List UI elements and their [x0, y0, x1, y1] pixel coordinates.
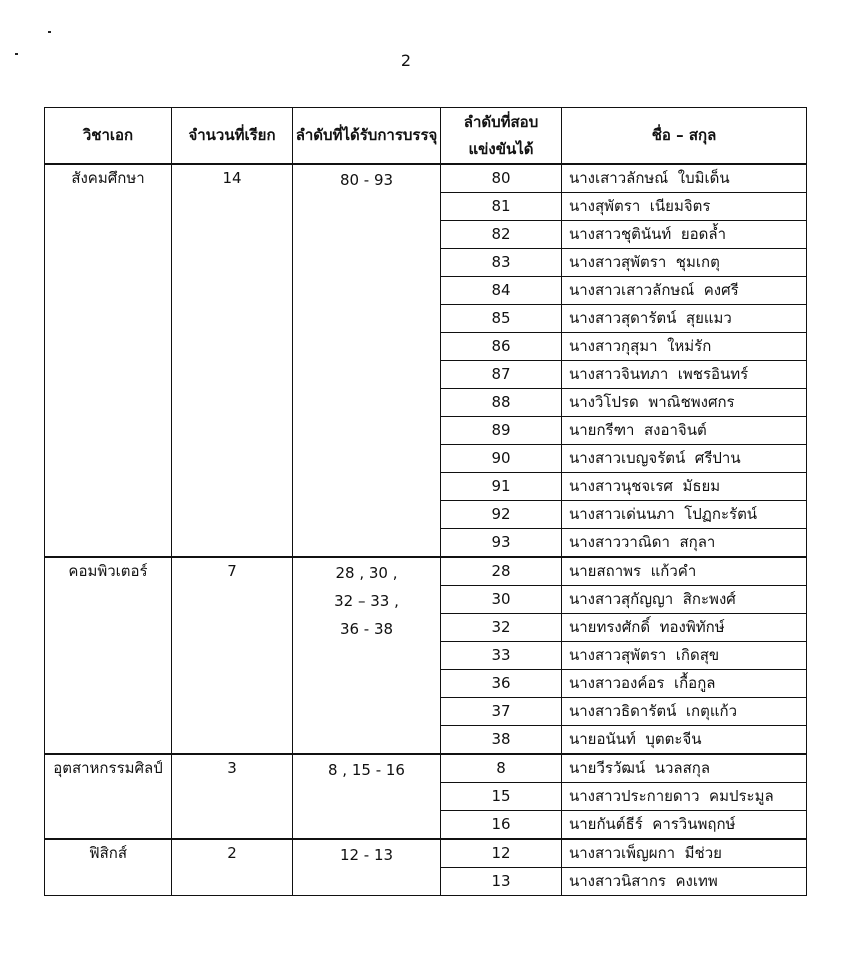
name-cell: นางสาวเสาวลักษณ์ คงศรี	[562, 277, 807, 305]
table-header-row	[45, 108, 807, 165]
table-row	[45, 754, 807, 783]
table-row	[45, 557, 807, 586]
name-cell: นางสาวนุชจเรศ มัธยม	[562, 473, 807, 501]
count-cell: 7	[172, 557, 293, 754]
header-count: จำนวนที่เรียก	[172, 108, 293, 165]
table-row	[45, 839, 807, 868]
exam-rank-cell: 8	[441, 754, 562, 783]
count-cell: 2	[172, 839, 293, 896]
name-cell: นางสาวนิสากร คงเทพ	[562, 868, 807, 896]
name-cell: นางวิโปรด พาณิชพงศกร	[562, 389, 807, 417]
assigned-rank-cell	[293, 839, 441, 896]
subject-cell: ฟิสิกส์	[45, 839, 172, 896]
assigned-rank-line: 80 - 93	[339, 171, 394, 189]
assigned-rank-cell	[293, 754, 441, 839]
assigned-rank-line: 32 – 33 ,	[334, 592, 399, 610]
exam-rank-cell: 90	[441, 445, 562, 473]
name-cell: นายกรีฑา สงอาจินต์	[562, 417, 807, 445]
page-number: 2	[400, 51, 412, 70]
exam-rank-cell: 13	[441, 868, 562, 896]
scan-speck	[48, 31, 51, 33]
count-cell: 3	[172, 754, 293, 839]
table-body	[45, 164, 807, 896]
exam-rank-cell: 82	[441, 221, 562, 249]
name-cell: นางสาวสุกัญญา สิกะพงศ์	[562, 586, 807, 614]
name-cell: นายอนันท์ บุตตะจีน	[562, 726, 807, 755]
header-name: ชื่อ – สกุล	[562, 108, 807, 165]
exam-rank-cell: 16	[441, 811, 562, 840]
exam-rank-cell: 80	[441, 164, 562, 193]
exam-rank-cell: 36	[441, 670, 562, 698]
exam-rank-cell: 33	[441, 642, 562, 670]
exam-rank-cell: 37	[441, 698, 562, 726]
header-subject: วิชาเอก	[45, 108, 172, 165]
header-exam-rank: ลำดับที่สอบแข่งขันได้	[441, 108, 562, 165]
name-cell: นางสาวธิดารัตน์ เกตุแก้ว	[562, 698, 807, 726]
name-cell: นางสาวสุดารัตน์ สุยแมว	[562, 305, 807, 333]
exam-rank-cell: 88	[441, 389, 562, 417]
exam-rank-cell: 91	[441, 473, 562, 501]
exam-rank-cell: 86	[441, 333, 562, 361]
subject-cell: อุตสาหกรรมศิลป์	[45, 754, 172, 839]
exam-rank-cell: 32	[441, 614, 562, 642]
exam-rank-cell: 81	[441, 193, 562, 221]
header-assigned-rank: ลำดับที่ได้รับการบรรจุ	[293, 108, 441, 165]
name-cell: นางสาวเบญจรัตน์ ศรีปาน	[562, 445, 807, 473]
name-cell: นางสาวชุตินันท์ ยอดล้ำ	[562, 221, 807, 249]
name-cell: นางสาวสุพัตรา เกิดสุข	[562, 642, 807, 670]
name-cell: นางสาวประกายดาว คมประมูล	[562, 783, 807, 811]
name-cell: นางสาวกุสุมา ใหม่รัก	[562, 333, 807, 361]
count-cell: 14	[172, 164, 293, 557]
exam-rank-cell: 15	[441, 783, 562, 811]
exam-rank-cell: 84	[441, 277, 562, 305]
name-cell: นางสาวเพ็ญผกา มีช่วย	[562, 839, 807, 868]
name-cell: นางเสาวลักษณ์ ใบมิเด็น	[562, 164, 807, 193]
exam-rank-cell: 85	[441, 305, 562, 333]
exam-rank-cell: 30	[441, 586, 562, 614]
exam-rank-cell: 12	[441, 839, 562, 868]
exam-rank-cell: 93	[441, 529, 562, 558]
name-cell: นายสถาพร แก้วคำ	[562, 557, 807, 586]
name-cell: นายกันต์ธีร์ คารวินพฤกษ์	[562, 811, 807, 840]
exam-rank-cell: 92	[441, 501, 562, 529]
assigned-rank-line: 12 - 13	[339, 846, 394, 864]
assigned-rank-line: 36 - 38	[339, 620, 394, 638]
exam-rank-cell: 83	[441, 249, 562, 277]
exam-rank-cell: 38	[441, 726, 562, 755]
exam-rank-cell: 89	[441, 417, 562, 445]
name-cell: นางสาวองค์อร เกื้อกูล	[562, 670, 807, 698]
assigned-rank-line: 8 , 15 - 16	[328, 761, 405, 779]
name-cell: นายทรงศักดิ์ ทองพิทักษ์	[562, 614, 807, 642]
name-cell: นางสาวเด่นนภา โปฏกะรัตน์	[562, 501, 807, 529]
exam-rank-cell: 87	[441, 361, 562, 389]
name-cell: นางสาวสุพัตรา ชุมเกตุ	[562, 249, 807, 277]
table-row	[45, 164, 807, 193]
appointment-table	[44, 107, 807, 896]
assigned-rank-line: 28 , 30 ,	[335, 564, 398, 582]
name-cell: นางสาวจินทภา เพชรอินทร์	[562, 361, 807, 389]
name-cell: นางสุพัตรา เนียมจิตร	[562, 193, 807, 221]
subject-cell: คอมพิวเตอร์	[45, 557, 172, 754]
assigned-rank-cell	[293, 164, 441, 557]
assigned-rank-cell	[293, 557, 441, 754]
name-cell: นางสาววาณิดา สกุลา	[562, 529, 807, 558]
name-cell: นายวีรวัฒน์ นวลสกุล	[562, 754, 807, 783]
subject-cell: สังคมศึกษา	[45, 164, 172, 557]
exam-rank-cell: 28	[441, 557, 562, 586]
